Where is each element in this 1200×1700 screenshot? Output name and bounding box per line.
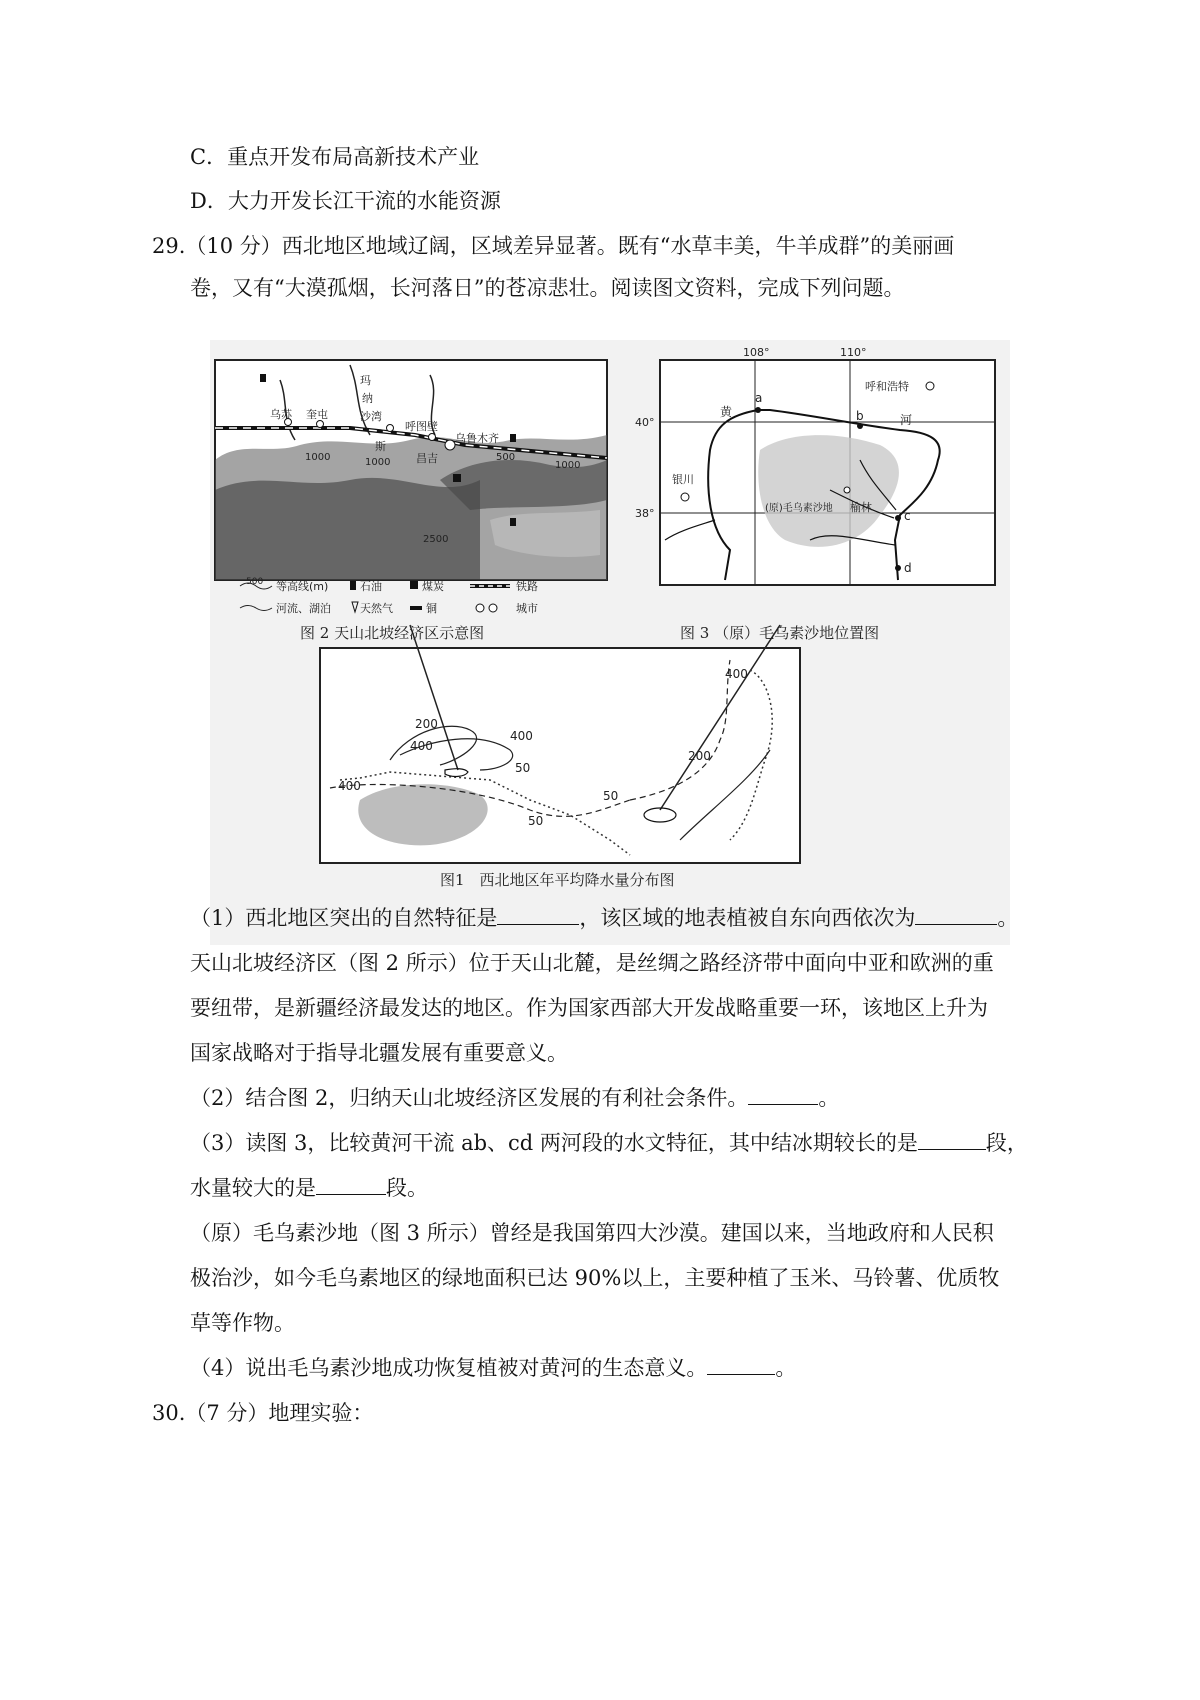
legend-oil: 石油 xyxy=(360,580,382,593)
isohyet-400a: 400 xyxy=(410,739,433,753)
q29-sub2 xyxy=(190,1083,839,1113)
q29-para2-line1: （原）毛乌素沙地（图 3 所示）曾经是我国第四大沙漠。建国以来，当地政府和人民积 xyxy=(190,1221,994,1245)
isohyet-400c: 400 xyxy=(338,779,361,793)
label-b: b xyxy=(856,409,864,423)
capital-city-icon xyxy=(445,440,455,450)
contour-2500: 2500 xyxy=(423,534,449,545)
point-c-icon xyxy=(895,515,901,521)
q29-intro-line2: 卷，又有“大漠孤烟，长河落日”的苍凉悲壮。阅读图文资料，完成下列问题。 xyxy=(190,276,905,300)
legend-river: 河流、湖泊 xyxy=(276,602,331,615)
isohyet-50b: 50 xyxy=(528,814,544,828)
label-lon-108: 108° xyxy=(743,346,770,359)
isohyet-50a: 50 xyxy=(515,761,531,775)
q29-sub1-text-c: 。 xyxy=(997,906,1019,930)
label-d: d xyxy=(904,561,912,575)
answer-blank[interactable] xyxy=(918,1148,986,1150)
q29-sub3-line1 xyxy=(190,1128,1028,1158)
label-kuitun: 奎屯 xyxy=(306,408,328,421)
q29-sub1-text-a: （1）西北地区突出的自然特征是 xyxy=(190,906,498,930)
figures-svg xyxy=(210,340,1010,945)
legend-coal: 煤炭 xyxy=(422,580,444,593)
answer-blank[interactable] xyxy=(915,923,997,925)
q29-sub3-line2 xyxy=(190,1173,428,1203)
answer-blank[interactable] xyxy=(707,1373,775,1375)
legend-contour-value: 500 xyxy=(246,577,264,587)
label-yinchuan: 银川 xyxy=(672,473,694,486)
q29-sub2-text-b: 。 xyxy=(818,1086,840,1110)
label-urumqi: 乌鲁木齐 xyxy=(455,432,499,445)
label-si: 斯 xyxy=(375,440,386,453)
q29-sub4 xyxy=(190,1353,796,1383)
figure-2-map xyxy=(215,360,607,642)
legend-gas-icon xyxy=(352,602,358,612)
label-changji: 昌吉 xyxy=(416,452,438,465)
figure-2-caption: 图 2 天山北坡经济区示意图 xyxy=(300,624,485,642)
option-d: D．大力开发长江干流的水能资源 xyxy=(190,189,501,213)
figures-panel xyxy=(210,340,1010,945)
legend-coal-icon xyxy=(410,581,418,589)
q29-para2-line2: 极治沙，如今毛乌素地区的绿地面积已达 90%以上，主要种植了玉米、马铃薯、优质牧 xyxy=(190,1266,1000,1290)
q29-para1-line3: 国家战略对于指导北疆发展有重要意义。 xyxy=(190,1041,568,1065)
contour-1000c: 1000 xyxy=(555,460,581,471)
city-yulin-icon xyxy=(844,487,850,493)
oil-icon xyxy=(260,374,266,382)
q29-intro-line1: 29.（10 分）西北地区地域辽阔，区域差异显著。既有“水草丰美，牛羊成群”的美丽画 xyxy=(152,234,955,258)
city-icon xyxy=(387,425,394,432)
legend-gas: 天然气 xyxy=(360,602,393,615)
q29-sub3-text-b: 段， xyxy=(985,1131,1028,1155)
legend-contour: 等高线(m) xyxy=(276,580,329,593)
oil-icon xyxy=(510,518,516,526)
q30-title: 30.（7 分）地理实验： xyxy=(152,1401,374,1425)
label-lat-38: 38° xyxy=(635,507,655,520)
coal-icon xyxy=(453,474,461,482)
q29-sub3-text-c: 水量较大的是 xyxy=(190,1176,316,1200)
label-lat-40: 40° xyxy=(635,416,655,429)
label-ma: 玛 xyxy=(360,374,371,387)
label-lon-110: 110° xyxy=(840,346,867,359)
label-c: c xyxy=(904,509,911,523)
legend-city: 城市 xyxy=(516,602,538,615)
oil-icon xyxy=(510,434,516,442)
figure-3-map xyxy=(635,346,995,642)
q29-sub4-text-b: 。 xyxy=(775,1356,797,1380)
legend-city-icon xyxy=(489,604,497,612)
city-icon xyxy=(429,434,436,441)
option-c: C．重点开发布局高新技术产业 xyxy=(190,145,480,169)
contour-1000a: 1000 xyxy=(305,452,331,463)
figure-1-map xyxy=(320,625,800,889)
label-sand: (原)毛乌素沙地 xyxy=(765,503,833,514)
label-shawan: 沙湾 xyxy=(360,410,382,423)
label-na: 纳 xyxy=(362,392,373,405)
label-huang: 黄 xyxy=(720,405,733,419)
isohyet-400d: 400 xyxy=(725,667,748,681)
city-icon xyxy=(317,421,324,428)
isohyet-400b: 400 xyxy=(510,729,533,743)
legend-oil-icon xyxy=(350,581,356,590)
legend-city-icon xyxy=(476,604,484,612)
q29-sub2-text-a: （2）结合图 2，归纳天山北坡经济区发展的有利社会条件。 xyxy=(190,1086,749,1110)
contour-500: 500 xyxy=(496,452,516,463)
figure-1-caption: 图1 西北地区年平均降水量分布图 xyxy=(440,871,675,889)
label-yulin: 榆林 xyxy=(850,501,872,514)
answer-blank[interactable] xyxy=(316,1193,386,1195)
point-a-icon xyxy=(755,407,761,413)
q29-para2-line3: 草等作物。 xyxy=(190,1311,295,1335)
q29-sub3-text-a: （3）读图 3，比较黄河干流 ab、cd 两河段的水文特征，其中结冰期较长的是 xyxy=(190,1131,918,1155)
isohyet-50c: 50 xyxy=(603,789,619,803)
label-a: a xyxy=(755,391,763,405)
answer-blank[interactable] xyxy=(748,1103,818,1105)
answer-blank[interactable] xyxy=(497,923,579,925)
point-d-icon xyxy=(895,565,901,571)
q29-para1-line2: 要纽带，是新疆经济最发达的地区。作为国家西部大开发战略重要一环，该地区上升为 xyxy=(190,996,988,1020)
city-yinchuan-icon xyxy=(681,493,689,501)
city-hohhot-icon xyxy=(926,382,934,390)
isohyet-200b: 200 xyxy=(688,749,711,763)
q29-sub4-text-a: （4）说出毛乌素沙地成功恢复植被对黄河的生态意义。 xyxy=(190,1356,708,1380)
contour-1000b: 1000 xyxy=(365,457,391,468)
q29-sub1-text-b: ，该区域的地表植被自东向西依次为 xyxy=(579,906,916,930)
q29-sub1 xyxy=(190,903,1018,933)
label-hohhot: 呼和浩特 xyxy=(865,380,909,393)
label-hutubi: 呼图壁 xyxy=(405,420,438,433)
legend-rail: 铁路 xyxy=(516,580,538,593)
figure-3-caption: 图 3 （原）毛乌素沙地位置图 xyxy=(680,624,880,642)
isohyet-200a: 200 xyxy=(415,717,438,731)
q29-sub3-text-d: 段。 xyxy=(386,1176,428,1200)
legend-copper: 铜 xyxy=(426,602,437,615)
point-b-icon xyxy=(857,423,863,429)
label-he: 河 xyxy=(900,413,913,427)
q29-para1-line1: 天山北坡经济区（图 2 所示）位于天山北麓，是丝绸之路经济带中面向中亚和欧洲的重 xyxy=(190,951,994,975)
label-wusu: 乌苏 xyxy=(270,408,292,421)
